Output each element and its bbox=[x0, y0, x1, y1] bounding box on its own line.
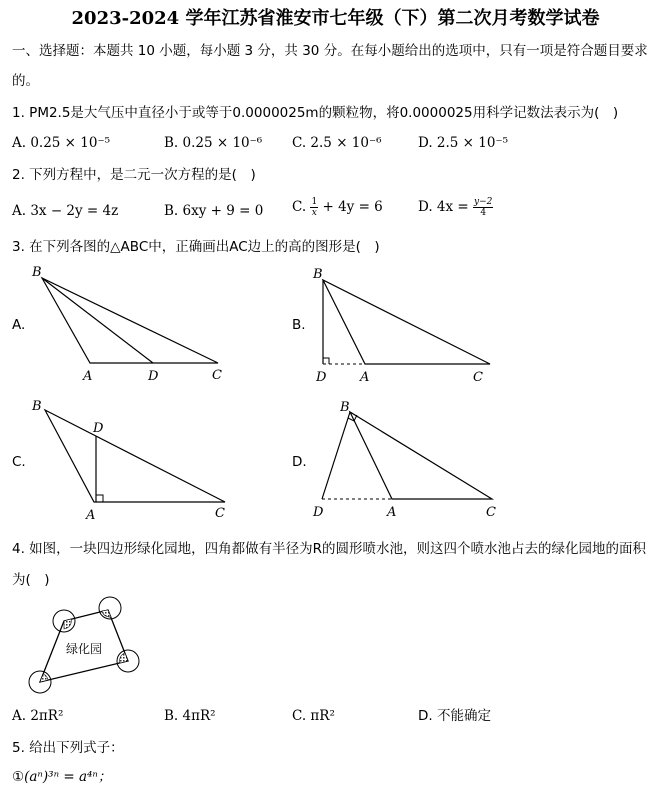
q1-option-c[interactable]: C. 2.5 × 10⁻⁶ bbox=[292, 135, 382, 151]
q4-option-c[interactable]: C. πR² bbox=[292, 708, 335, 724]
q2-option-c-rest: + 4y = 6 bbox=[322, 199, 383, 215]
q4-option-b[interactable]: B. 4πR² bbox=[164, 708, 216, 724]
q4-option-a[interactable]: A. 2πR² bbox=[12, 708, 64, 724]
section-instructions-line1: 一、选择题：本题共 10 小题，每小题 3 分，共 30 分。在每小题给出的选项中，只有一项是符合题目要求 bbox=[12, 43, 648, 59]
garden-label: 绿化园 bbox=[66, 642, 103, 656]
q2-option-d-label: D. 4x = bbox=[418, 199, 469, 215]
q3-figure-b[interactable] bbox=[312, 267, 490, 385]
section-instructions-line2: 的。 bbox=[12, 73, 39, 89]
fig-d-label-b: B bbox=[340, 400, 350, 415]
q3-figure-a[interactable] bbox=[31, 265, 222, 384]
q2-option-b[interactable]: B. 6xy + 9 = 0 bbox=[164, 203, 264, 219]
q1-option-d[interactable]: D. 2.5 × 10⁻⁵ bbox=[418, 135, 509, 151]
fig-b-label-d: D bbox=[316, 370, 327, 385]
question-4-text-line1: 4. 如图，一块四边形绿化园地，四角都做有半径为R的圆形喷水池，则这四个喷水池占去的绿化园地的面积 bbox=[12, 541, 647, 557]
question-3-text: 3. 在下列各图的△ABC中，正确画出AC边上的高的图形是( ) bbox=[12, 239, 380, 255]
q1-option-a[interactable]: A. 0.25 × 10⁻⁵ bbox=[12, 135, 111, 151]
q3-option-d-label[interactable]: D. bbox=[292, 454, 307, 470]
q3-option-b-label[interactable]: B. bbox=[292, 317, 306, 333]
question-2-text: 2. 下列方程中，是二元一次方程的是( ) bbox=[12, 167, 256, 183]
fig-a-label-c: C bbox=[212, 368, 222, 383]
q3-figure-d[interactable] bbox=[312, 400, 496, 520]
q2-option-c-fraction: $\frac{1}{x}$ bbox=[311, 197, 318, 218]
fig-a-label-a: A bbox=[83, 369, 93, 384]
q2-option-a[interactable]: A. 3x − 2y = 4z bbox=[12, 203, 119, 219]
q5-item-1 bbox=[12, 768, 111, 786]
q4-option-d[interactable]: D. 不能确定 bbox=[418, 708, 491, 724]
fig-b-label-b: B bbox=[313, 267, 323, 282]
q3-option-a-label[interactable]: A. bbox=[12, 317, 26, 333]
fig-d-label-d: D bbox=[313, 505, 324, 520]
q5-item-1-mark: ① bbox=[12, 769, 25, 785]
question-1-text: 1. PM2.5是大气压中直径小于或等于0.0000025m的颗粒物，将0.0000025用科学记数法表示为( ) bbox=[12, 105, 619, 121]
fig-b-label-a: A bbox=[360, 370, 370, 385]
fig-c-label-c: C bbox=[215, 506, 225, 521]
question-5-text: 5. 给出下列式子： bbox=[12, 740, 124, 756]
fig-a-label-d: D bbox=[148, 369, 159, 384]
question-4-text-line2: 为( ) bbox=[12, 572, 50, 588]
q2-option-d-fraction: $\frac{y-2}{4}$ bbox=[474, 197, 493, 218]
fig-c-label-d: D bbox=[93, 421, 104, 436]
q1-option-b[interactable]: B. 0.25 × 10⁻⁶ bbox=[164, 135, 263, 151]
fig-c-label-a: A bbox=[86, 508, 96, 523]
fig-b-label-c: C bbox=[473, 370, 483, 385]
q3-option-c-label[interactable]: C. bbox=[12, 454, 26, 470]
fig-c-label-b: B bbox=[32, 399, 42, 414]
q5-item-1-expr: (aⁿ)³ⁿ = a⁴ⁿ； bbox=[24, 769, 112, 785]
fig-d-label-c: C bbox=[486, 505, 496, 520]
q3-figure-c[interactable] bbox=[31, 399, 225, 523]
page-title: 2023-2024 学年江苏省淮安市七年级（下）第二次月考数学试卷 bbox=[71, 8, 600, 29]
q2-option-c-label: C. bbox=[292, 199, 307, 215]
fig-d-label-a: A bbox=[387, 505, 397, 520]
fig-a-label-b: B bbox=[32, 265, 42, 280]
